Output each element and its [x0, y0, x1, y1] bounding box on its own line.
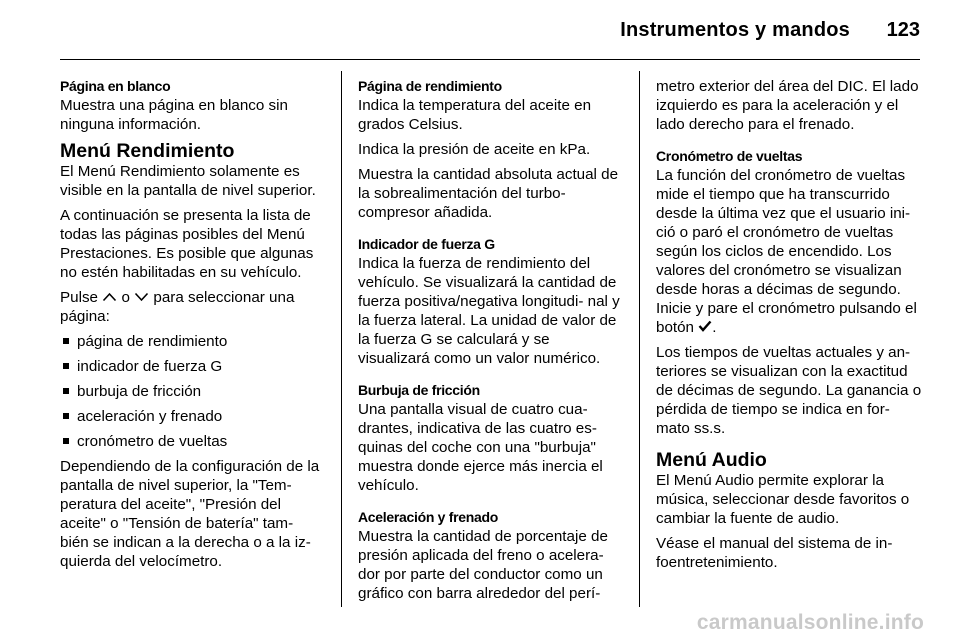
list-item — [60, 432, 326, 451]
paragraph: A continuación se presenta la lista de todas las páginas posibles del Menú Prestaciones. Es posible que algunas no estén habilitadas en su vehículo. — [60, 207, 314, 281]
paragraph: Véase el manual del sistema de in- foentretenimiento. — [656, 535, 893, 572]
list-item-label: indicador de fuerza G — [77, 358, 223, 376]
paragraph: El Menú Rendimiento solamente es visible en la pantalla de nivel superior. — [60, 163, 316, 199]
paragraph: Muestra una página en blanco sin ninguna información. — [60, 97, 288, 133]
page-header-title: Instrumentos y mandos — [620, 19, 850, 41]
subheading-lap-timer: Cronómetro de vueltas — [656, 148, 803, 164]
paragraph: Una pantalla visual de cuatro cua- drantes, indicativa de las cuatro es- quinas del coche con una "burbuja" muestra donde ejerce más inercia el vehículo. — [358, 401, 603, 494]
paragraph: metro exterior del área del DIC. El lado izquierdo es para la aceleración y el lado derecho para el frenado. — [656, 78, 919, 133]
list-item-label: página de rendimiento — [77, 333, 228, 351]
subheading-performance-page: Página de rendimiento — [358, 78, 502, 94]
text: para seleccionar una página: — [60, 289, 295, 326]
text: Pulse — [60, 289, 98, 306]
paragraph: Muestra la cantidad absoluta actual de la sobrealimentación del turbo- compresor añadida. — [358, 166, 619, 221]
text: o — [121, 289, 130, 306]
list-item-label: burbuja de fricción — [77, 383, 202, 401]
paragraph: Muestra la cantidad de porcentaje de presión aplicada del freno o acelera- dor por parte del conductor como un gráfico con barra alrededor del perí- — [358, 528, 608, 602]
bullet-icon — [63, 438, 69, 444]
heading-menu-audio: Menú Audio — [656, 449, 767, 472]
paragraph: Indica la presión de aceite en kPa. — [358, 141, 591, 158]
paragraph-press — [60, 288, 326, 326]
list-item — [60, 357, 326, 376]
column-divider — [341, 71, 342, 607]
paragraph: Dependiendo de la configuración de la pantalla de nivel superior, la "Tem- peratura del aceite", "Presión del aceite" o "Tensión de batería" tam- bién se indican a la derecha o a la iz- quierda del velocímetro. — [60, 458, 320, 571]
heading-menu-rendimiento: Menú Rendimiento — [60, 140, 235, 162]
subheading-blank-page: Página en blanco — [60, 78, 171, 94]
subheading-friction-bubble: Burbuja de fricción — [358, 382, 480, 398]
bullet-icon — [63, 338, 69, 344]
paragraph: Indica la temperatura del aceite en grados Celsius. — [358, 97, 592, 133]
column-3 — [656, 77, 922, 572]
paragraph: Indica la fuerza de rendimiento del vehículo. Se visualizará la cantidad de fuerza positiva/negativa longitudi- nal y la fuerza lateral. La unidad de valor de la fuerza G se calculará y se visualizará como un valor numérico. — [358, 255, 620, 367]
bullet-icon — [63, 388, 69, 394]
bullet-icon — [63, 413, 69, 419]
checkmark-icon — [698, 318, 712, 337]
header-rule — [60, 59, 920, 60]
subheading-g-force: Indicador de fuerza G — [358, 236, 495, 252]
watermark: carmanualsonline.info — [696, 611, 924, 634]
list-item — [60, 382, 326, 401]
list-item-label: cronómetro de vueltas — [77, 433, 228, 451]
text: La función del cronómetro de vueltas mide el tiempo que ha transcurrido desde la última vez que el usuario ini- ció o paró el cronómetro de vueltas según los ciclos de encendido. Los valores del cronómetro se visualizan desde horas a décimas de segundo. Inicie y pare el cronómetro pulsando el botón — [656, 167, 917, 336]
list-item-label: aceleración y frenado — [77, 408, 223, 426]
column-1 — [60, 77, 326, 571]
paragraph: El Menú Audio permite explorar la música, seleccionar desde favoritos o cambiar la fuente de audio. — [656, 472, 910, 528]
bullet-icon — [63, 363, 69, 369]
paragraph-lap: La función del cronómetro de vueltas mide el tiempo que ha transcurrido desde la última vez que el usuario ini- ció o paró el cronómetro de vueltas según los ciclos de encendido. Los valores del cronómetro se visualizan desde horas a décimas de segundo. Inicie y pare el cronómetro pulsando el botón . — [656, 167, 917, 336]
list-item — [60, 407, 326, 426]
column-2 — [358, 77, 624, 603]
paragraph: Los tiempos de vueltas actuales y an- teriores se visualizan con la exactitud de décimas de segundo. La ganancia o pérdida de tiempo se indica en for- mato ss.s. — [656, 344, 922, 438]
subheading-acceleration: Aceleración y frenado — [358, 509, 498, 525]
chevron-down-icon — [134, 288, 149, 307]
chevron-up-icon — [102, 288, 117, 307]
list-item — [60, 332, 326, 351]
page-number: 123 — [886, 19, 920, 41]
column-divider — [639, 71, 640, 607]
